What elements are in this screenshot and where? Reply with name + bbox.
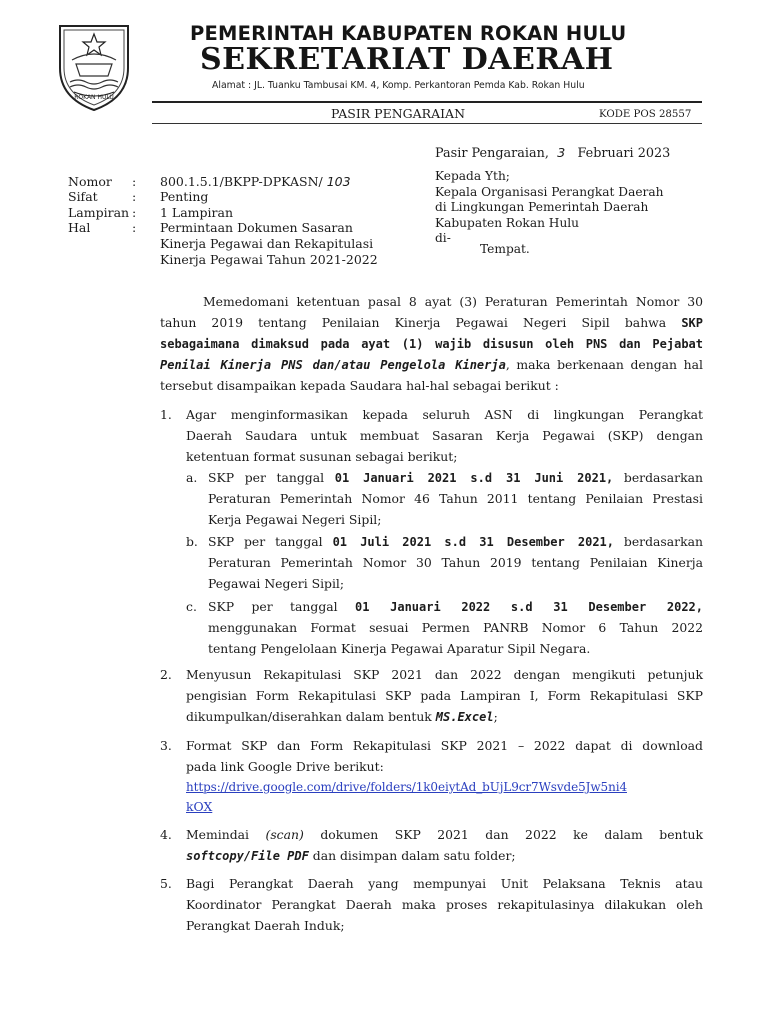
letter-number: 800.1.5.1/BKPP-DPKASN/ xyxy=(160,174,323,189)
recipient-line: di Lingkungan Pemerintah Daerah xyxy=(435,200,649,214)
subitem-letter: a. xyxy=(186,470,198,485)
letter-number-handwritten: 103 xyxy=(326,174,351,189)
recipient-line: Tempat. xyxy=(480,242,530,256)
meta-value-sifat: Penting xyxy=(160,189,209,204)
intro-line xyxy=(160,354,703,376)
item-number: 1. xyxy=(160,407,172,422)
subitem-letter: c. xyxy=(186,599,197,614)
intro-line xyxy=(160,312,703,334)
item-number: 2. xyxy=(160,667,172,682)
item-line: Menyusun Rekapitulasi SKP 2021 dan 2022 dengan mengikuti petunjuk xyxy=(186,667,703,682)
government-name: PEMERINTAH KABUPATEN ROKAN HULU xyxy=(190,22,627,45)
subitem-text: SKP per tanggal xyxy=(208,599,338,614)
item-line: Bagi Perangkat Daerah yang mempunyai Unit Pelaksana Teknis atau xyxy=(186,876,703,891)
item-bold-italic: softcopy/File PDF xyxy=(186,849,309,863)
recipient-line: Kepala Organisasi Perangkat Daerah xyxy=(435,185,664,199)
intro-text: tahun 2019 tentang Penilaian Kinerja Pegawai Negeri Sipil bahwa xyxy=(160,315,667,330)
item-line: Format SKP dan Form Rekapitulasi SKP 2021 – 2022 dapat di download xyxy=(186,738,703,753)
subitem-line: Peraturan Pemerintah Nomor 46 Tahun 2011 tentang Penilaian Prestasi xyxy=(208,491,703,506)
meta-value-hal-line: Permintaan Dokumen Sasaran xyxy=(160,220,353,235)
recipient-line: Kabupaten Rokan Hulu xyxy=(435,216,580,230)
item-bold-italic: MS.Excel xyxy=(435,710,494,724)
meta-value-hal-line: Kinerja Pegawai dan Rekapitulasi xyxy=(160,236,374,251)
meta-colon: : xyxy=(132,220,137,235)
item-line: Koordinator Perangkat Daerah maka proses rekapitulasinya dilakukan oleh xyxy=(186,897,703,912)
item-line xyxy=(186,706,703,728)
item-text: dokumen SKP 2021 dan 2022 ke dalam bentuk xyxy=(320,827,703,842)
meta-value-lampiran: 1 Lampiran xyxy=(160,205,234,220)
date-place: Pasir Pengaraian, xyxy=(435,146,549,161)
item-number: 3. xyxy=(160,738,172,753)
drive-link-line[interactable] xyxy=(186,796,703,817)
date-month-year: Februari 2023 xyxy=(577,146,671,161)
item-line: pengisian Form Rekapitulasi SKP pada Lampiran I, Form Rekapitulasi SKP xyxy=(186,688,703,703)
meta-label-sifat: Sifat xyxy=(68,189,98,204)
subitem-line xyxy=(208,531,703,553)
item-number: 4. xyxy=(160,827,172,842)
meta-label-hal: Hal xyxy=(68,220,91,235)
meta-label-lampiran: Lampiran xyxy=(68,205,130,220)
intro-bold: SKP xyxy=(681,316,703,330)
item-line xyxy=(186,845,703,867)
intro-bold: sebagaimana dimaksud pada ayat (1) wajib disusun oleh PNS dan Pejabat xyxy=(160,337,703,351)
subitem-line xyxy=(208,596,703,618)
office-address: Alamat : JL. Tuanku Tambusai KM. 4, Komp. Perkantoran Pemda Kab. Rokan Hulu xyxy=(212,80,585,91)
subitem-line: menggunakan Format sesuai Permen PANRB Nomor 6 Tahun 2022 xyxy=(208,620,703,635)
subitem-line: Pegawai Negeri Sipil; xyxy=(208,576,345,591)
subitem-bold: 01 Juli 2021 s.d 31 Desember 2021, xyxy=(332,535,615,549)
subitem-text: berdasarkan xyxy=(623,470,703,485)
item-line: pada link Google Drive berikut: xyxy=(186,759,384,774)
item-text: ; xyxy=(493,709,498,724)
letter-date xyxy=(435,146,670,161)
subitem-text: SKP per tanggal xyxy=(208,534,323,549)
subitem-bold: 01 Januari 2022 s.d 31 Desember 2022, xyxy=(355,600,703,614)
item-text: dikumpulkan/diserahkan dalam bentuk xyxy=(186,709,432,724)
item-text: dan disimpan dalam satu folder; xyxy=(308,848,516,863)
meta-value-nomor xyxy=(160,174,351,190)
city-name: PASIR PENGARAIAN xyxy=(331,106,466,121)
item-line: Daerah Saudara untuk membuat Sasaran Kerja Pegawai (SKP) dengan xyxy=(186,428,703,443)
postal-code: KODE POS 28557 xyxy=(599,109,692,120)
item-line: Agar menginformasikan kepada seluruh ASN di lingkungan Perangkat xyxy=(186,407,703,422)
subitem-line xyxy=(208,467,703,489)
letterhead-rule-top xyxy=(152,101,702,103)
meta-label-nomor: Nomor xyxy=(68,174,112,189)
item-italic: (scan) xyxy=(265,827,304,842)
subitem-letter: b. xyxy=(186,534,198,549)
subitem-line: Peraturan Pemerintah Nomor 30 Tahun 2019 tentang Penilaian Kinerja xyxy=(208,555,703,570)
intro-line: tersebut disampaikan kepada Saudara hal-hal sebagai berikut : xyxy=(160,378,559,393)
meta-value-hal-line: Kinerja Pegawai Tahun 2021-2022 xyxy=(160,252,378,267)
subitem-line: Kerja Pegawai Negeri Sipil; xyxy=(208,512,382,527)
intro-bold-italic: Penilai Kinerja PNS dan/atau Pengelola Kinerja xyxy=(160,358,506,372)
google-drive-link-cont[interactable]: kOX xyxy=(186,799,213,814)
date-day-handwritten: 3 xyxy=(557,146,566,161)
intro-line: Memedomani ketentuan pasal 8 ayat (3) Peraturan Pemerintah Nomor 30 xyxy=(203,294,703,309)
subitem-bold: 01 Januari 2021 s.d 31 Juni 2021, xyxy=(334,471,614,485)
item-line: Perangkat Daerah Induk; xyxy=(186,918,345,933)
google-drive-link[interactable]: https://drive.google.com/drive/folders/1k0eiytAd_bUjL9cr7Wsvde5Jw5ni4 xyxy=(186,780,627,794)
meta-colon: : xyxy=(132,205,137,220)
item-number: 5. xyxy=(160,876,172,891)
intro-text: , maka berkenaan dengan hal xyxy=(505,357,703,372)
item-text: Memindai xyxy=(186,827,249,842)
office-name: SEKRETARIAT DAERAH xyxy=(200,42,614,77)
subitem-text: SKP per tanggal xyxy=(208,470,325,485)
item-line: ketentuan format susunan sebagai berikut; xyxy=(186,449,458,464)
recipient-line: Kepada Yth; xyxy=(435,169,510,183)
meta-colon: : xyxy=(132,174,137,189)
meta-colon: : xyxy=(132,189,137,204)
subitem-line: tentang Pengelolaan Kinerja Pegawai Aparatur Sipil Negara. xyxy=(208,641,591,656)
logo-text: ROKAN HULU xyxy=(74,94,114,101)
drive-link-line[interactable] xyxy=(186,777,703,798)
subitem-text: berdasarkan xyxy=(623,534,703,549)
regency-emblem-logo xyxy=(52,20,136,112)
recipient-line: di- xyxy=(435,231,451,245)
item-line xyxy=(186,824,703,845)
letterhead-rule-bottom xyxy=(152,123,702,124)
intro-line xyxy=(160,333,703,355)
